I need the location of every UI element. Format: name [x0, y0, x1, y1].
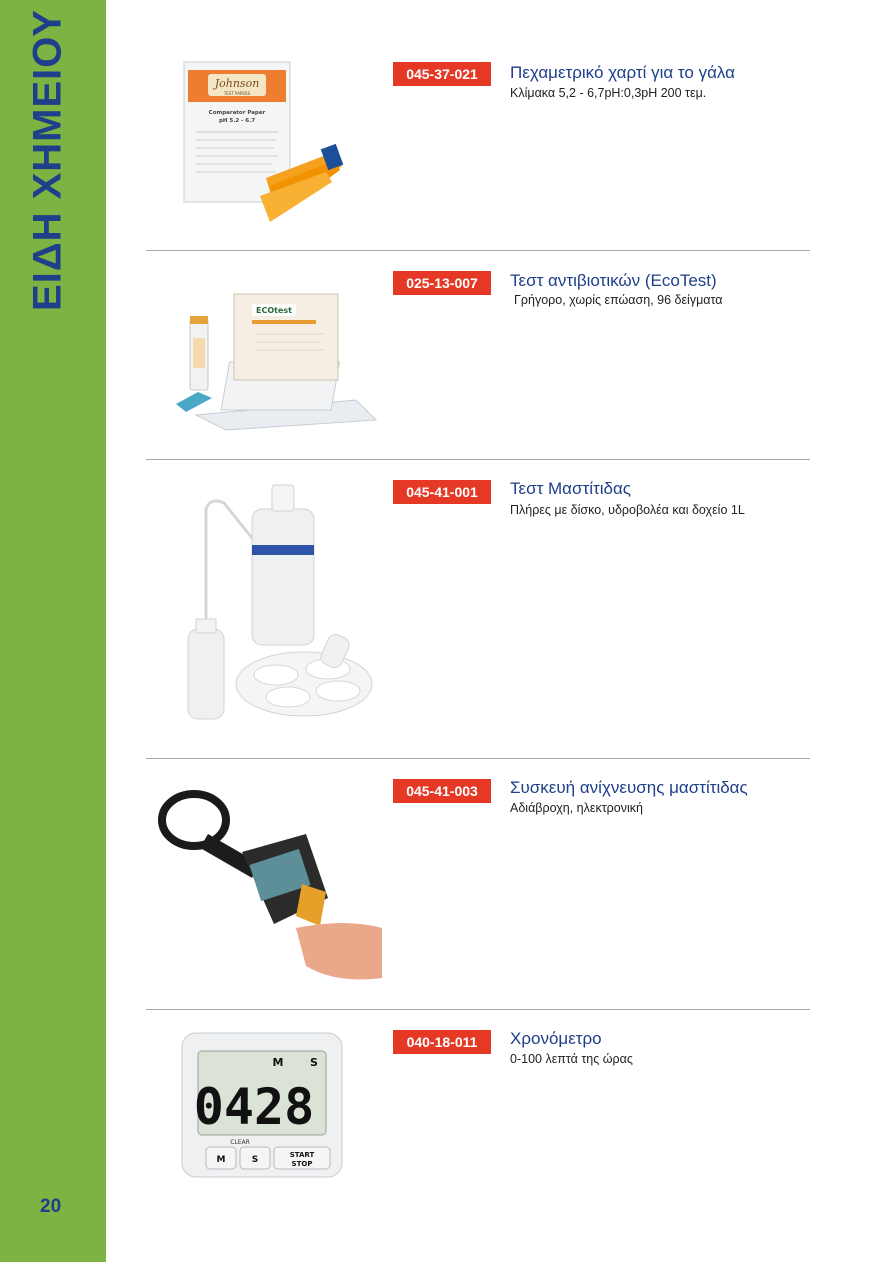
brand-sub-text: TEST PAPERS	[223, 91, 251, 96]
product-description: 0-100 λεπτά της ώρας	[510, 1052, 633, 1066]
timer-button-s: S	[251, 1155, 259, 1165]
product-item	[146, 1009, 810, 1209]
label-line-1: Comparator Paper	[208, 110, 266, 116]
product-image-mastitis-detector	[156, 788, 384, 988]
product-title: Πεχαμετρικό χαρτί για το γάλα	[510, 63, 735, 82]
product-item	[146, 40, 810, 251]
product-image-ph-paper	[156, 48, 384, 238]
product-code-badge: 045-41-003	[393, 779, 491, 803]
product-title: Χρονόμετρο	[510, 1029, 602, 1048]
product-description: Γρήγορο, χωρίς επώαση, 96 δείγματα	[514, 293, 723, 307]
product-image-mastitis-test	[156, 479, 384, 727]
label-line-2: pH 5.2 - 6.7	[218, 118, 256, 124]
timer-button-start: START	[289, 1151, 315, 1159]
timer-unit-s: S	[310, 1056, 318, 1069]
product-description: Αδιάβροχη, ηλεκτρονική	[510, 801, 643, 815]
product-item	[146, 250, 810, 460]
timer-display-digits: 0428	[193, 1078, 315, 1136]
product-item	[146, 758, 810, 1010]
product-code-badge: 045-41-001	[393, 480, 491, 504]
sidebar	[0, 0, 106, 1262]
product-code-badge: 025-13-007	[393, 271, 491, 295]
product-code-badge: 040-18-011	[393, 1030, 491, 1054]
timer-clear-label: CLEAR	[230, 1139, 250, 1146]
page-number: 20	[40, 1196, 62, 1217]
section-title: ΕΙΔΗ ΧΗΜΕΙΟΥ	[25, 9, 70, 311]
brand-text: Johnson	[214, 77, 260, 90]
product-title: Τεστ αντιβιοτικών (EcoTest)	[510, 271, 717, 290]
product-title: Τεστ Μαστίτιδας	[510, 479, 631, 498]
timer-unit-m: M	[272, 1056, 284, 1069]
product-description: Πλήρες με δίσκο, υδροβολέα και δοχείο 1L	[510, 503, 745, 517]
product-item	[146, 459, 810, 759]
product-image-timer	[156, 1029, 384, 1179]
product-description: Κλίμακα 5,2 - 6,7pH:0,3pH 200 τεμ.	[510, 86, 707, 100]
timer-button-m: M	[216, 1155, 226, 1165]
timer-button-stop: STOP	[291, 1160, 313, 1168]
ecotest-brand-text: ECOtest	[256, 306, 292, 315]
product-title: Συσκευή ανίχνευσης μαστίτιδας	[510, 778, 748, 797]
product-image-ecotest	[156, 280, 384, 440]
product-code-badge: 045-37-021	[393, 62, 491, 86]
